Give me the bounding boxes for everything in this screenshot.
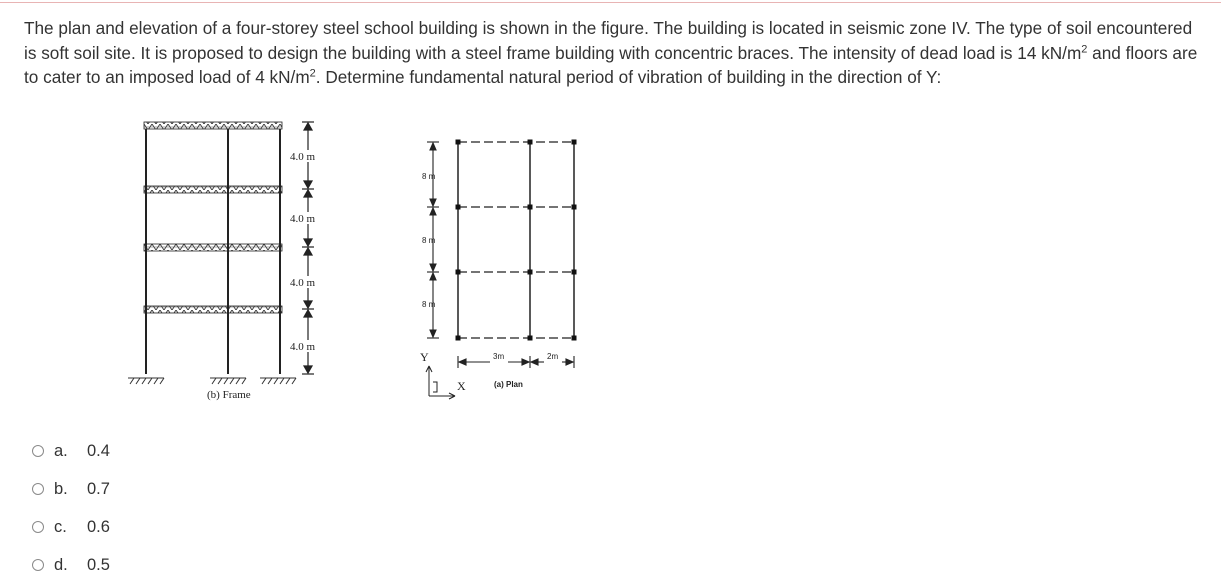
axis-arrows-icon xyxy=(426,366,455,399)
ground-hatch-middle xyxy=(210,378,246,384)
floor-slab-1 xyxy=(144,306,282,313)
plan-span-label-y: 8 m xyxy=(422,300,436,309)
plan-view xyxy=(420,140,577,400)
ground-hatch-left xyxy=(128,378,164,384)
plan-span-label-x: 3m xyxy=(493,352,505,361)
storey-height-label: 4.0 m xyxy=(290,213,316,225)
option-letter: c. xyxy=(54,517,67,536)
radio-button[interactable] xyxy=(32,521,44,533)
storey-height-label: 4.0 m xyxy=(290,341,316,353)
question-text-part-2: and floors are to cater to an imposed load of 4 kN/m xyxy=(24,42,1198,87)
option-value: 0.7 xyxy=(87,479,110,498)
plan-span-label-y: 8 m xyxy=(422,172,436,181)
option-letter: a. xyxy=(54,441,68,460)
option-a[interactable] xyxy=(32,432,110,470)
floor-slab-2 xyxy=(144,244,282,251)
storey-height-label: 4.0 m xyxy=(290,277,316,289)
plan-caption: (a) Plan xyxy=(494,380,523,389)
plan-span-label-x: 2m xyxy=(547,352,559,361)
frame-elevation xyxy=(128,122,316,401)
plan-span-label-y: 8 m xyxy=(422,236,436,245)
ground-hatch-right xyxy=(260,378,296,384)
axis-label-y: Y xyxy=(420,350,429,364)
question-figure xyxy=(100,112,620,412)
storey-height-label: 4.0 m xyxy=(290,151,316,163)
option-letter: b. xyxy=(54,479,68,498)
option-d[interactable] xyxy=(32,546,110,584)
option-b[interactable] xyxy=(32,470,110,508)
question-text xyxy=(24,16,1204,90)
option-value: 0.5 xyxy=(87,555,110,574)
option-value: 0.6 xyxy=(87,517,110,536)
frame-caption: (b) Frame xyxy=(207,389,251,401)
radio-button[interactable] xyxy=(32,483,44,495)
option-letter: d. xyxy=(54,555,68,574)
plan-column-nodes xyxy=(456,140,577,341)
figure-svg xyxy=(100,112,620,412)
plan-beams xyxy=(458,142,574,338)
floor-slab-3 xyxy=(144,186,282,193)
option-c[interactable] xyxy=(32,508,110,546)
radio-button[interactable] xyxy=(32,559,44,571)
roof-slab xyxy=(144,122,282,129)
answer-options xyxy=(32,432,110,584)
top-rule xyxy=(0,2,1221,3)
plan-columns xyxy=(458,142,574,338)
option-value: 0.4 xyxy=(87,441,110,460)
question-text-part-3: . Determine fundamental natural period of vibration of building in the direction of Y: xyxy=(315,67,942,87)
question-text-part-1: The plan and elevation of a four-storey steel school building is shown in the figure. The building is located in seismic zone IV. The type of soil encountered is soft soil site. It is proposed to design the building with a steel frame building with concentric braces. The intensity of dead load is 14 kN/m xyxy=(24,18,1193,63)
radio-button[interactable] xyxy=(32,445,44,457)
superscript-2: 2 xyxy=(309,67,316,80)
axis-label-x: X xyxy=(457,379,466,393)
superscript-1: 2 xyxy=(1081,42,1088,55)
